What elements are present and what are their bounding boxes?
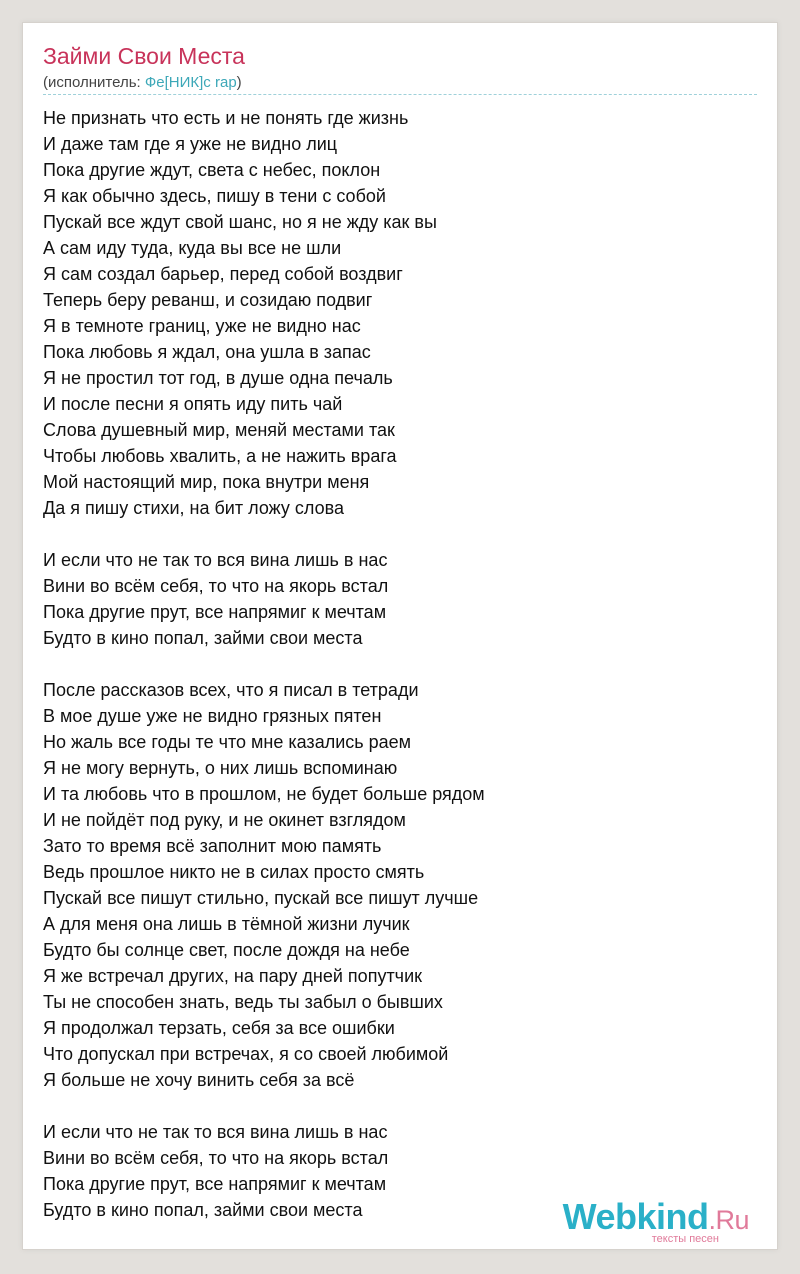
lyric-line: Я больше не хочу винить себя за всё xyxy=(43,1070,355,1090)
lyric-line: Я продолжал терзать, себя за все ошибки xyxy=(43,1018,395,1038)
lyric-line: Вини во всём себя, то что на якорь встал xyxy=(43,576,389,596)
lyric-line: Зато то время всё заполнит мою память xyxy=(43,836,382,856)
lyric-line: И если что не так то вся вина лишь в нас xyxy=(43,1122,388,1142)
lyric-line: И после песни я опять иду пить чай xyxy=(43,394,343,414)
lyric-line: Я же встречал других, на пару дней попутчик xyxy=(43,966,422,986)
lyric-line: И не пойдёт под руку, и не окинет взглядом xyxy=(43,810,406,830)
lyric-line: После рассказов всех, что я писал в тетради xyxy=(43,680,419,700)
lyric-line: Будто в кино попал, займи свои места xyxy=(43,1200,363,1220)
lyric-line: Будто в кино попал, займи свои места xyxy=(43,628,363,648)
lyric-line: Я не могу вернуть, о них лишь вспоминаю xyxy=(43,758,398,778)
lyric-line: Я в темноте границ, уже не видно нас xyxy=(43,316,361,336)
lyric-line: Пускай все ждут свой шанс, но я не жду как вы xyxy=(43,212,437,232)
lyrics-stanza xyxy=(43,677,763,1093)
lyric-line: Ты не способен знать, ведь ты забыл о бывших xyxy=(43,992,443,1012)
lyric-line: Мой настоящий мир, пока внутри меня xyxy=(43,472,370,492)
lyric-line: Не признать что есть и не понять где жизнь xyxy=(43,108,409,128)
lyric-line: Вини во всём себя, то что на якорь встал xyxy=(43,1148,389,1168)
logo-tagline: тексты песен xyxy=(651,1233,719,1245)
artist-line xyxy=(43,73,242,93)
song-title: Займи Свои Места xyxy=(43,43,245,69)
lyric-line: Я сам создал барьер, перед собой воздвиг xyxy=(43,264,403,284)
logo-tld: .Ru xyxy=(708,1205,749,1235)
lyrics-stanza xyxy=(43,105,763,521)
lyric-line: Пока другие ждут, света с небес, поклон xyxy=(43,160,381,180)
lyric-line: В мое душе уже не видно грязных пятен xyxy=(43,706,382,726)
lyric-line: Но жаль все годы те что мне казались раем xyxy=(43,732,412,752)
lyric-line: А сам иду туда, куда вы все не шли xyxy=(43,238,342,258)
lyrics-card xyxy=(22,22,778,1250)
lyric-line: Да я пишу стихи, на бит ложу слова xyxy=(43,498,344,518)
artist-prefix: (исполнитель: xyxy=(43,74,145,91)
lyric-line: Пока другие прут, все напрямиг к мечтам xyxy=(43,602,387,622)
lyric-line: Пускай все пишут стильно, пускай все пишут лучше xyxy=(43,888,479,908)
lyric-line: И та любовь что в прошлом, не будет больше рядом xyxy=(43,784,485,804)
lyric-line: Чтобы любовь хвалить, а не нажить врага xyxy=(43,446,397,466)
webkind-logo xyxy=(563,1198,749,1245)
title-divider xyxy=(43,94,757,95)
artist-suffix: ) xyxy=(236,74,242,91)
lyric-line: А для меня она лишь в тёмной жизни лучик xyxy=(43,914,410,934)
lyric-line: И даже там где я уже не видно лиц xyxy=(43,134,338,154)
artist-link[interactable]: Фе[НИК]с rap xyxy=(144,74,237,91)
lyric-line: Что допускал при встречах, я со своей любимой xyxy=(43,1044,449,1064)
lyric-line: Ведь прошлое никто не в силах просто смять xyxy=(43,862,425,882)
lyric-line: Я как обычно здесь, пишу в тени с собой xyxy=(43,186,386,206)
lyric-line: Слова душевный мир, меняй местами так xyxy=(43,420,395,440)
lyric-line: Теперь беру реванш, и созидаю подвиг xyxy=(43,290,373,310)
lyrics-stanza xyxy=(43,547,763,651)
lyric-line: И если что не так то вся вина лишь в нас xyxy=(43,550,388,570)
lyric-line: Пока любовь я ждал, она ушла в запас xyxy=(43,342,371,362)
lyric-line: Будто бы солнце свет, после дождя на небе xyxy=(43,940,410,960)
lyrics-body xyxy=(43,105,763,1249)
lyric-line: Пока другие прут, все напрямиг к мечтам xyxy=(43,1174,387,1194)
logo-brand: Webkind xyxy=(562,1196,709,1237)
lyric-line: Я не простил тот год, в душе одна печаль xyxy=(43,368,393,388)
